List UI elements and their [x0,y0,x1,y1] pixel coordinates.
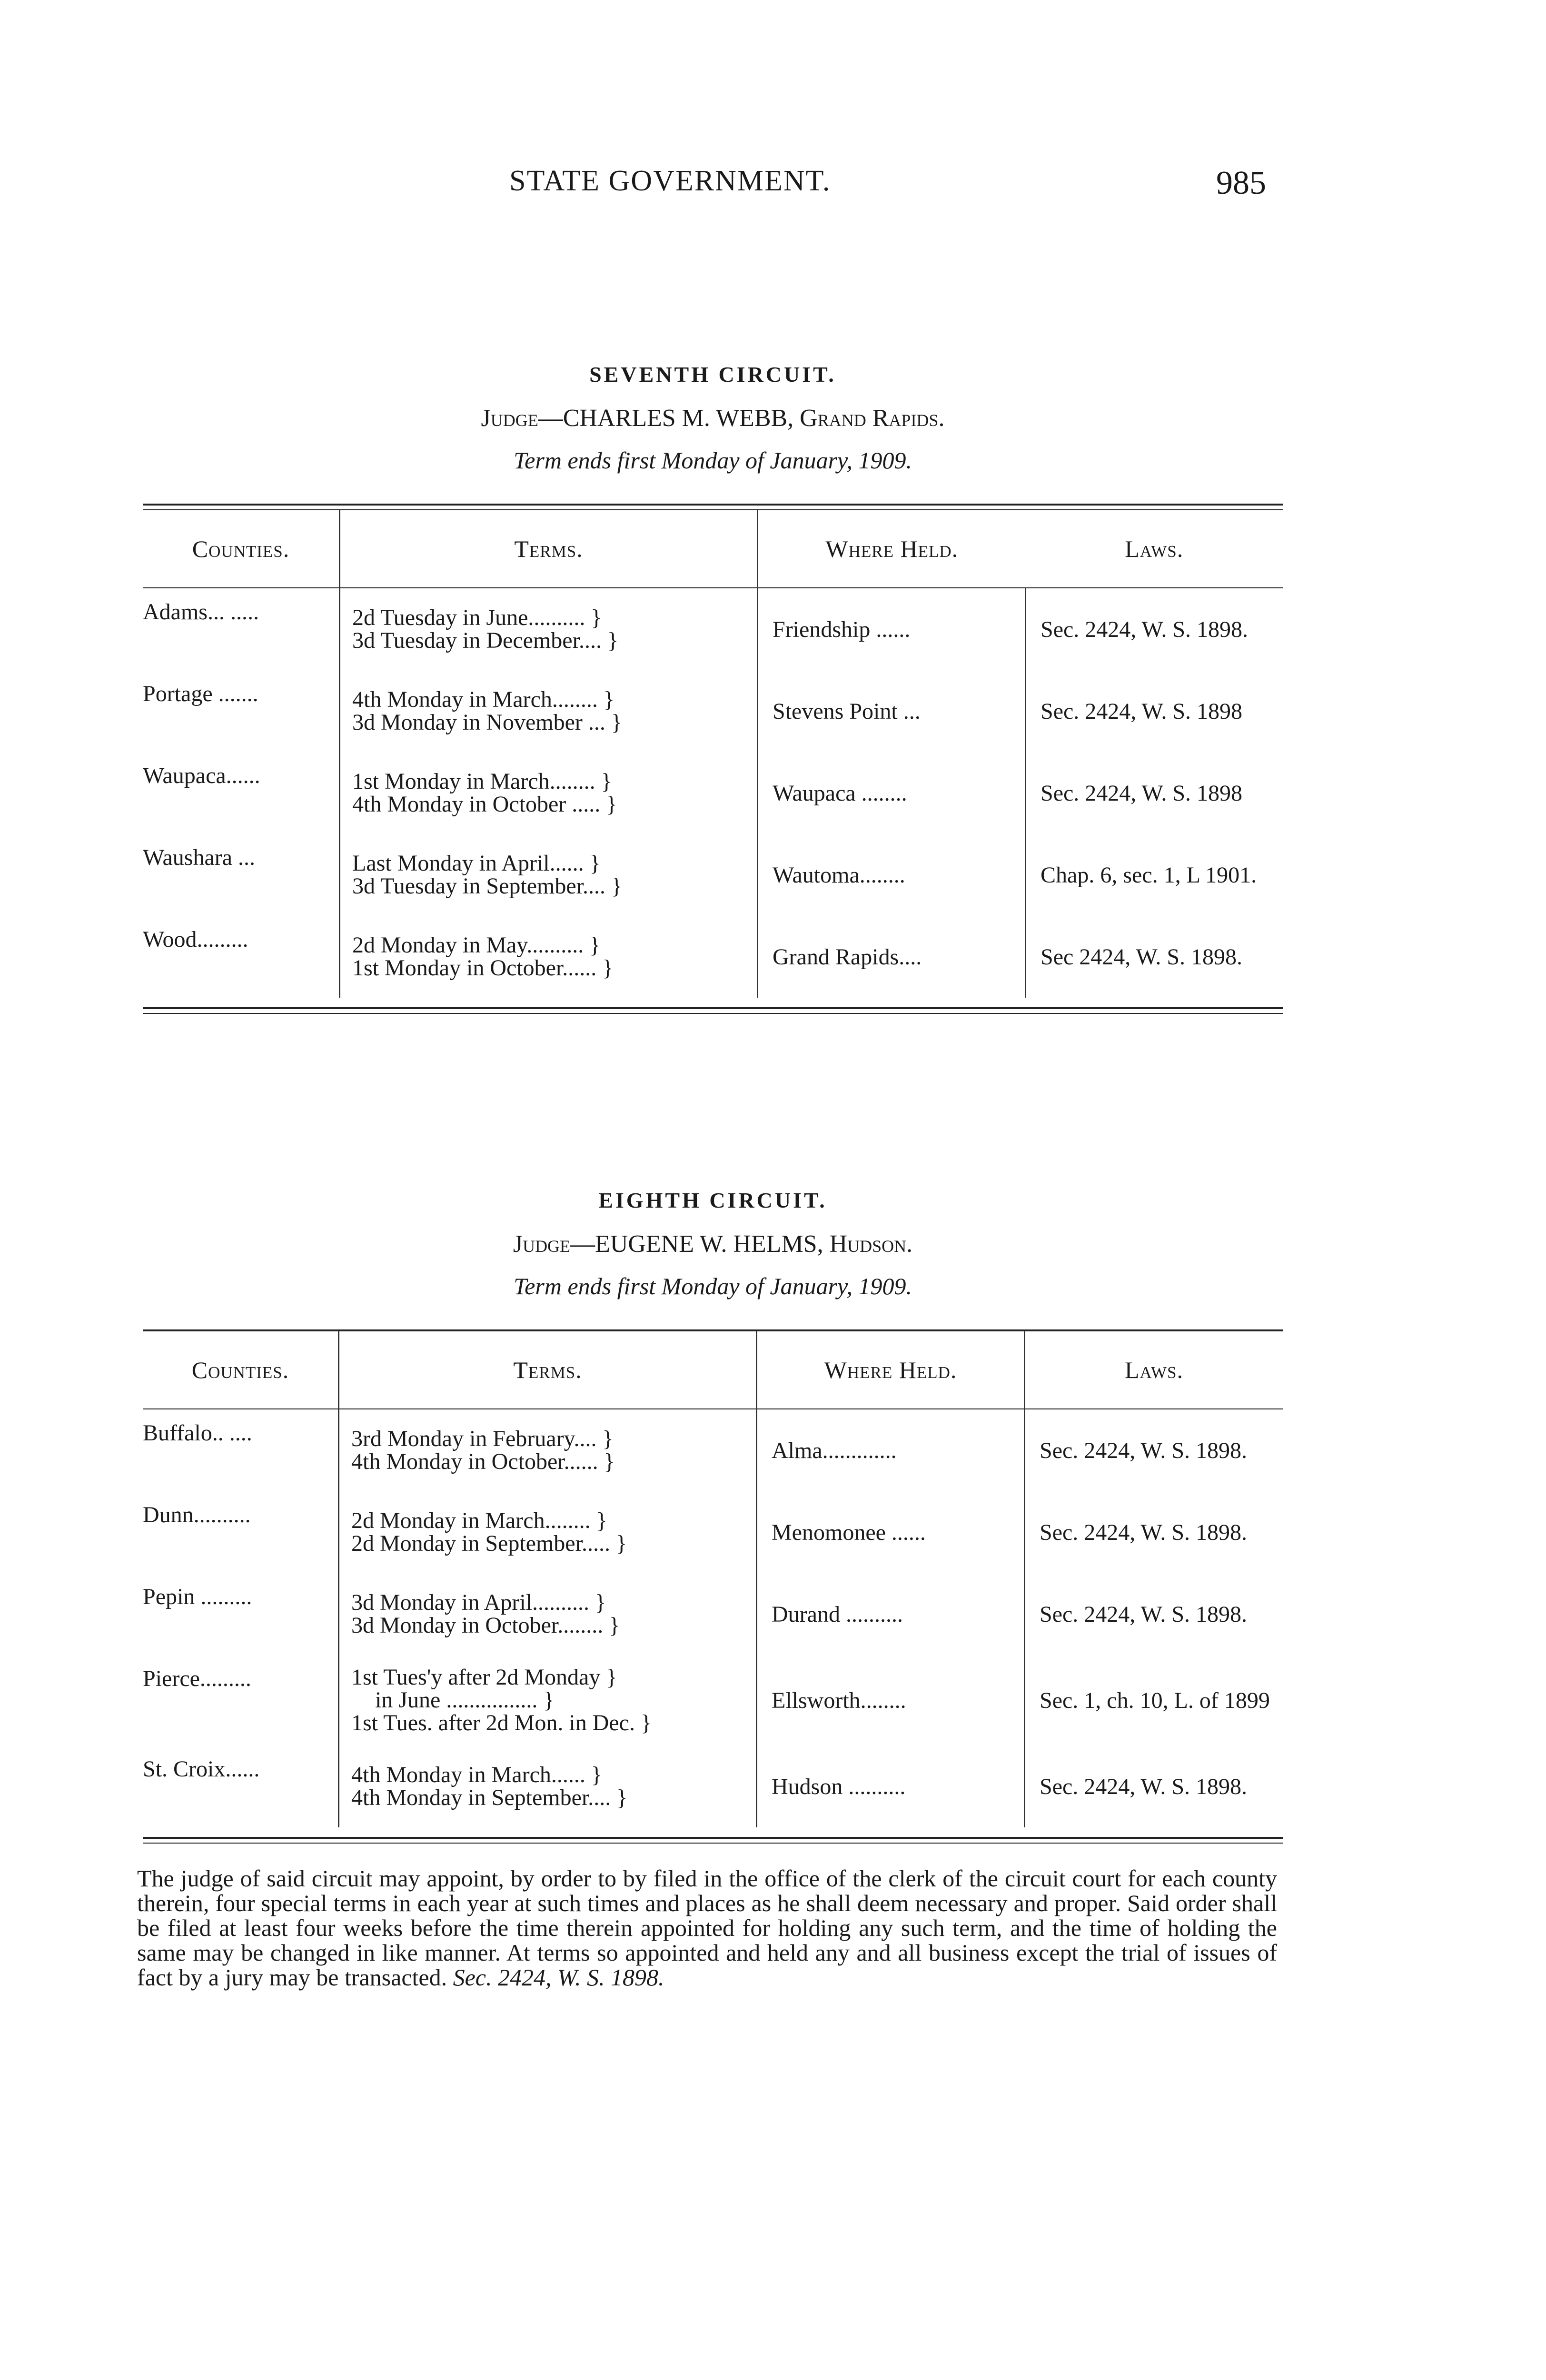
seventh-circuit-section [143,362,1283,1014]
county-cell: Adams... ..... [143,599,259,625]
where-held-cell: Alma............. [757,1409,1025,1491]
table-row [143,752,1283,834]
terms-cell [340,916,758,998]
table-header-row [143,1331,1283,1409]
county-cell: Wood......... [143,927,248,952]
term-line-2: 1st Monday in October...... } [352,955,614,981]
table-row [143,1573,1283,1655]
county-cell: Pepin ......... [143,1584,252,1609]
table-row [143,1655,1283,1745]
term-line: Term ends first Monday of January, 1909. [513,1273,912,1299]
terms-cell [340,670,758,752]
table-row [143,834,1283,916]
footnote-citation: Sec. 2424, W. S. 1898. [453,1964,664,1991]
laws-cell: Sec. 2424, W. S. 1898 [1026,752,1283,834]
laws-cell: Sec. 2424, W. S. 1898. [1025,1745,1283,1827]
term-line-1: 1st Monday in March........ } [352,769,612,794]
bottom-rule [143,1007,1283,1014]
term-line-1: 1st Tues'y after 2d Monday } [351,1665,617,1690]
term-line: Term ends first Monday of January, 1909. [513,447,912,474]
eighth-circuit-table [143,1331,1283,1827]
column-header: Counties. [143,1331,339,1409]
terms-cell [340,588,758,670]
terms-cell [340,834,758,916]
term-line-2: 4th Monday in September.... } [351,1785,628,1810]
table-row [143,588,1283,670]
column-header: Laws. [1025,1331,1283,1409]
judge-line: Judge—EUGENE W. HELMS, Hudson. [513,1230,913,1258]
bottom-rule [143,1837,1283,1844]
laws-cell: Sec. 2424, W. S. 1898. [1025,1409,1283,1491]
term-line-3: 1st Tues. after 2d Mon. in Dec. } [351,1710,652,1735]
section-title: EIGHTH CIRCUIT. [598,1188,827,1212]
term-line-2: 4th Monday in October...... } [351,1449,615,1474]
column-header: Terms. [340,510,758,588]
laws-cell: Sec 2424, W. S. 1898. [1026,916,1283,998]
footnote-text: The judge of said circuit may appoint, by order to by filed in the office of the clerk of the circuit court for each county therein, four special terms in each year at such times and places as he shall deem necessary and proper. Said order shall be filed at least four weeks before the time therein appointed for holding any such term, and the time of holding the same may be changed in like manner. At terms so appointed and held any and all business except the trial of issues of fact by a jury may be transacted. [137,1865,1277,1991]
column-header: Laws. [1026,510,1283,588]
top-rule [143,504,1283,510]
term-line-1: 3rd Monday in February.... } [351,1426,614,1451]
judge-line: Judge—CHARLES M. WEBB, Grand Rapids. [481,405,945,432]
term-line-2: 3d Monday in November ... } [352,710,622,735]
laws-cell: Sec. 2424, W. S. 1898 [1026,670,1283,752]
county-cell: Portage ....... [143,681,258,706]
column-header: Where Held. [758,510,1026,588]
table-row [143,1745,1283,1827]
terms-cell [340,752,758,834]
laws-cell: Sec. 1, ch. 10, L. of 1899 [1025,1655,1283,1745]
column-header: Counties. [143,510,340,588]
term-line-2: 3d Monday in October........ } [351,1613,620,1638]
term-line-2: 2d Monday in September..... } [351,1531,627,1556]
term-line-2: 4th Monday in October ..... } [352,792,617,817]
table-row [143,670,1283,752]
county-cell: Buffalo.. .... [143,1420,252,1446]
term-line-1: 2d Monday in May.......... } [352,932,601,958]
laws-cell: Sec. 2424, W. S. 1898. [1025,1573,1283,1655]
term-line-1: Last Monday in April...... } [352,851,601,876]
table-header-row [143,510,1283,588]
table-row [143,1491,1283,1573]
term-line-1: 3d Monday in April.......... } [351,1590,606,1615]
laws-cell: Sec. 2424, W. S. 1898. [1025,1491,1283,1573]
terms-cell [339,1409,757,1491]
table-row [143,1409,1283,1491]
terms-cell [339,1745,757,1827]
laws-cell: Chap. 6, sec. 1, L 1901. [1026,834,1283,916]
term-line-2: 3d Tuesday in December.... } [352,628,618,653]
where-held-cell: Wautoma........ [758,834,1026,916]
footnote [137,1866,1277,1990]
county-cell: Waupaca...... [143,763,260,788]
where-held-cell: Ellsworth........ [757,1655,1025,1745]
term-line-2: 3d Tuesday in September.... } [352,873,623,899]
county-cell: St. Croix...... [143,1756,260,1782]
laws-cell: Sec. 2424, W. S. 1898. [1026,588,1283,670]
where-held-cell: Friendship ...... [758,588,1026,670]
page-header [0,164,1546,207]
term-line-1: 4th Monday in March...... } [351,1762,602,1787]
where-held-cell: Menomonee ...... [757,1491,1025,1573]
column-header: Where Held. [757,1331,1025,1409]
county-cell: Pierce......... [143,1666,251,1691]
running-title: STATE GOVERNMENT. [509,165,831,197]
table-row [143,916,1283,998]
seventh-circuit-table [143,510,1283,998]
terms-cell [339,1491,757,1573]
where-held-cell: Durand .......... [757,1573,1025,1655]
county-cell: Dunn.......... [143,1502,251,1527]
where-held-cell: Grand Rapids.... [758,916,1026,998]
county-cell: Waushara ... [143,845,256,870]
page-number: 985 [1216,165,1266,201]
terms-cell [339,1655,757,1745]
term-line-1: 4th Monday in March........ } [352,687,614,712]
where-held-cell: Waupaca ........ [758,752,1026,834]
section-title: SEVENTH CIRCUIT. [589,362,836,387]
term-line-1: 2d Monday in March........ } [351,1508,607,1533]
where-held-cell: Hudson .......... [757,1745,1025,1827]
column-header: Terms. [339,1331,757,1409]
terms-cell [339,1573,757,1655]
term-line-1: 2d Tuesday in June.......... } [352,605,602,630]
where-held-cell: Stevens Point ... [758,670,1026,752]
term-line-2: in June ................ } [375,1687,555,1713]
eighth-circuit-section [143,1188,1283,1844]
